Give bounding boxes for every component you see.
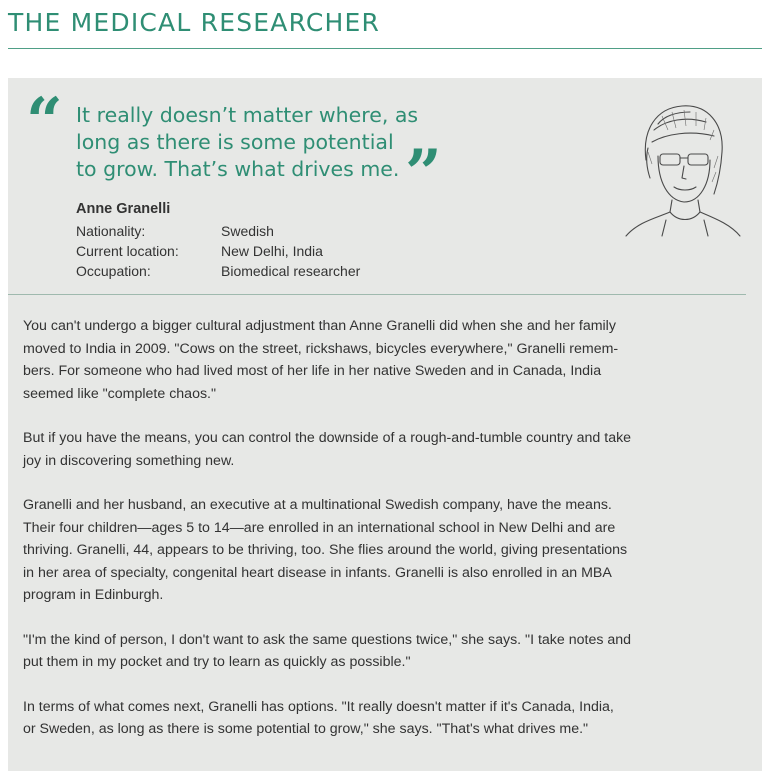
profile-label: Nationality: [76,223,146,239]
profile-details [76,221,360,281]
article-line: thriving. Granelli, 44, appears to be thriving, too. She flies around the world, giving presentations [23,542,628,558]
article-line: Granelli and her husband, an executive at a multinational Swedish company, have the means. [23,497,612,513]
profile-value: Biomedical researcher [221,263,361,279]
article-line: But if you have the means, you can control the downside of a rough-and-tumble country and take [23,430,632,446]
pull-quote [76,102,456,183]
pull-quote-line: to grow. That’s what drives me. [76,157,400,181]
profile-value: New Delhi, India [221,243,323,259]
article-line: program in Edinburgh. [23,587,164,603]
article-line: put them in my pocket and try to learn as quickly as possible." [23,654,411,670]
article-paragraph [23,427,753,472]
profile-value: Swedish [221,223,274,239]
article-line: bers. For someone who had lived most of her life in her native Sweden and in Canada, India [23,363,602,379]
pull-quote-line: long as there is some potential [76,130,394,154]
article-line: In terms of what comes next, Granelli has options. "It really doesn't matter if it's Canada, India, [23,698,614,715]
article-paragraph [23,629,753,674]
article-line: or Sweden, as long as there is some potential to grow," she says. "That's what drives me." [23,721,589,737]
profile-name: Anne Granelli [76,201,171,217]
article-line: Their four children—ages 5 to 14—are enrolled in an international school in New Delhi and are [23,519,616,536]
article-line: in her area of specialty, congenital heart disease in infants. Granelli is also enrolled in an MBA [23,564,612,581]
article-paragraph [23,494,753,607]
article-paragraph [23,696,753,741]
article-line: seemed like "complete chaos." [23,385,217,402]
pull-quote-line: It really doesn’t matter where, as [76,103,419,127]
article-line: moved to India in 2009. "Cows on the street, rickshaws, bicycles everywhere," Granelli remem- [23,340,619,357]
profile-row-nationality [76,221,360,241]
article-line: joy in discovering something new. [23,452,235,469]
profile-label: Current location: [76,243,179,259]
article-line: You can't undergo a bigger cultural adjustment than Anne Granelli did when she and her family [23,318,616,334]
article-paragraph [23,315,753,405]
panel-divider [8,294,746,295]
article-line: "I'm the kind of person, I don't want to ask the same questions twice," she says. "I take notes and [23,631,632,648]
profile-label: Occupation: [76,263,151,279]
title-divider [8,48,762,49]
article-body [23,315,753,763]
open-quote-mark: “ [26,84,63,159]
section-title: THE MEDICAL RESEARCHER [8,8,381,37]
close-quote-mark: ” [405,136,442,211]
profile-row-occupation [76,261,360,281]
woman-portrait-sketch-icon [606,90,756,240]
profile-row-location [76,241,360,261]
profile-panel [8,78,762,771]
